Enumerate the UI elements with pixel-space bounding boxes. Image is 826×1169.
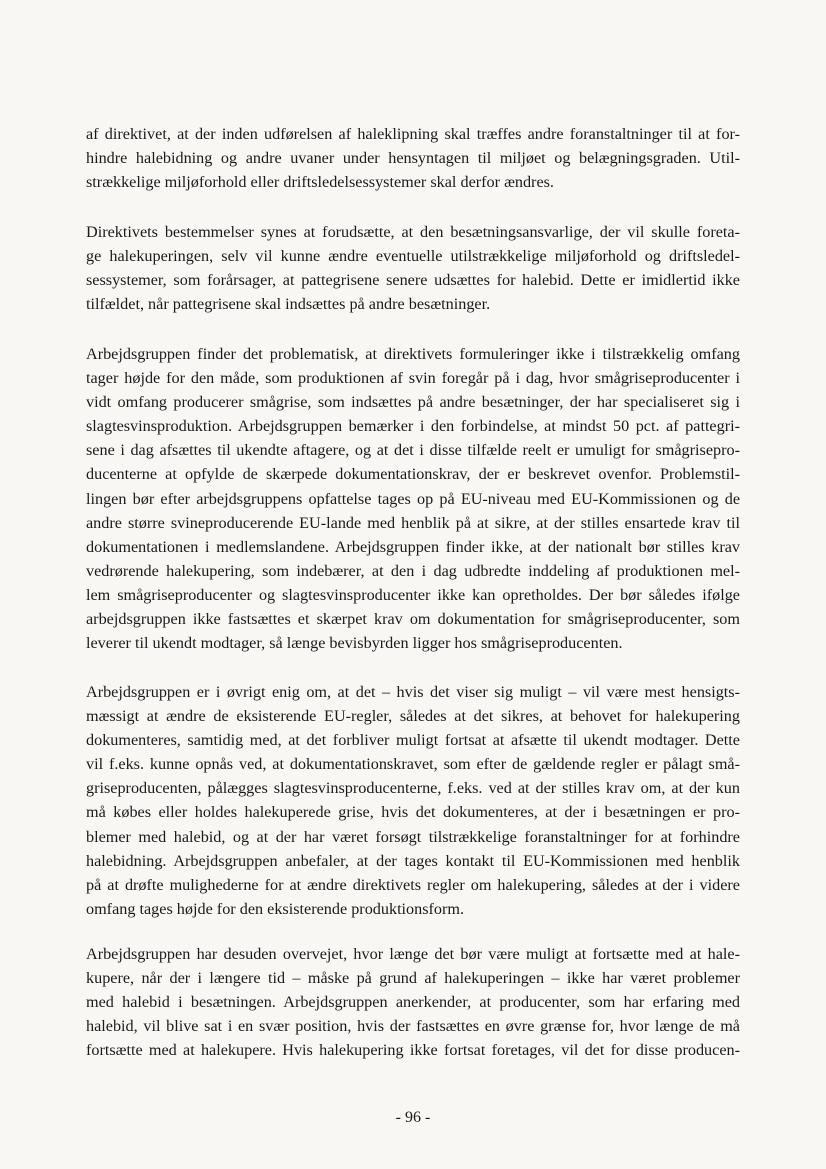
- text-line: lingen bør efter arbejdsgruppens opfattelse tages op på EU-niveau med EU-Kommissionen og de: [86, 489, 740, 508]
- text-line: strækkelige miljøforhold eller driftsledelsessystemer skal derfor ændres.: [86, 173, 554, 192]
- paragraph-3: [86, 342, 740, 655]
- text-line: tager højde for den måde, som produktionen af svin foregår på i dag, hvor smågriseproducenter i: [86, 369, 740, 388]
- text-line: dokumenteres, samtidig med, at det forbliver muligt fortsat at afsætte til ukendt modtager. Dette: [86, 731, 740, 750]
- text-line: kupere, når der i længere tid – måske på grund af halekuperingen – ikke har været problemer: [86, 969, 740, 988]
- text-line: Arbejdsgruppen har desuden overvejet, hvor længe det bør være muligt at fortsætte med at hale-: [86, 945, 740, 963]
- text-line: dokumentationen i medlemslandene. Arbejdsgruppen finder ikke, at der nationalt bør stilles krav: [86, 537, 740, 556]
- page-number: - 96 -: [395, 1109, 431, 1126]
- text-line: griseproducenten, pålægges slagtesvinsproducenterne, f.eks. ved at der stilles krav om, at der kun: [86, 779, 740, 798]
- paragraph-2: [86, 220, 740, 316]
- text-line: vidt omfang producerer smågrise, som indsættes på andre besætninger, der har specialiseret sig i: [86, 393, 740, 412]
- text-line: af direktivet, at der inden udførelsen af haleklipning skal træffes andre foranstaltninger til at for-: [86, 125, 740, 143]
- text-line: halebid, vil blive sat i en svær position, hvis der fastsættes en øvre grænse for, hvor længe de må: [86, 1017, 740, 1036]
- text-line: sessystemer, som forårsager, at pattegrisene senere udsættes for halebid. Dette er imidlertid ikke: [86, 271, 740, 290]
- text-line: tilfældet, når pattegrisene skal indsættes på andre besætninger.: [86, 295, 491, 314]
- text-line: ge halekuperingen, selv vil kunne ændre eventuelle utilstrækkelige miljøforhold og driftsledel-: [86, 247, 740, 266]
- text-line: mæssigt at ændre de eksisterende EU-regler, således at det sikres, at behovet for halekupering: [86, 707, 740, 726]
- text-line: blemer med halebid, og at der har været forsøgt tilstrækkelige foranstaltninger for at forhindre: [86, 827, 740, 846]
- text-line: sene i dag afsættes til ukendte aftagere, og at det i disse tilfælde reelt er umuligt for smågrisepro-: [86, 441, 740, 460]
- text-line: vedrørende halekupering, som indebærer, at den i dag udbredte inddeling af produktionen mel-: [86, 561, 740, 580]
- text-line: arbejdsgruppen ikke fastsættes et skærpet krav om dokumentation for smågriseproducenter, som: [86, 610, 740, 629]
- text-line: halebidning. Arbejdsgruppen anbefaler, at der tages kontakt til EU-Kommissionen med henblik: [86, 851, 740, 870]
- text-line: hindre halebidning og andre uvaner under hensyntagen til miljøet og belægningsgraden. Util-: [86, 149, 740, 168]
- text-line: Arbejdsgruppen finder det problematisk, at direktivets formuleringer ikke i tilstrækkelig omfang: [86, 345, 740, 363]
- text-line: lem smågriseproducenter og slagtesvinsproducenter ikke kan opretholdes. Der bør således ifølge: [86, 585, 740, 604]
- text-line: på at drøfte mulighederne for at ændre direktivets regler om halekupering, således at der i videre: [86, 875, 740, 894]
- paragraph-4: [86, 680, 740, 921]
- text-line: andre større svineproducerende EU-lande med henblik på at sikre, at der stilles ensartede krav til: [86, 513, 740, 532]
- paragraph-5: [86, 942, 740, 1062]
- text-line: vil f.eks. kunne opnås ved, at dokumentationskravet, som efter de gældende regler er pålagt små-: [86, 755, 740, 774]
- text-line: ducenterne at opfylde de skærpede dokumentationskrav, der er beskrevet ovenfor. Problemstil-: [86, 465, 740, 484]
- text-line: Direktivets bestemmelser synes at forudsætte, at den besætningsansvarlige, der vil skulle foreta-: [86, 223, 740, 241]
- text-line: leverer til ukendt modtager, så længe bevisbyrden ligger hos smågriseproducenten.: [86, 634, 623, 653]
- paragraph-1: [86, 122, 740, 194]
- text-line: Arbejdsgruppen er i øvrigt enig om, at det – hvis det viser sig muligt – vil være mest hensigts-: [86, 683, 740, 701]
- text-line: omfang tages højde for den eksisterende produktionsform.: [86, 899, 465, 918]
- text-line: med halebid i besætningen. Arbejdsgruppen anerkender, at producenter, som har erfaring med: [86, 993, 740, 1012]
- text-line: slagtesvinsproduktion. Arbejdsgruppen bemærker i den forbindelse, at mindst 50 pct. af pattegri-: [86, 417, 740, 436]
- text-line: fortsætte med at halekupere. Hvis halekupering ikke fortsat foretages, vil det for disse producen-: [86, 1041, 740, 1060]
- text-line: må købes eller holdes halekuperede grise, hvis det dokumenteres, at der i besætningen er pro-: [86, 803, 740, 822]
